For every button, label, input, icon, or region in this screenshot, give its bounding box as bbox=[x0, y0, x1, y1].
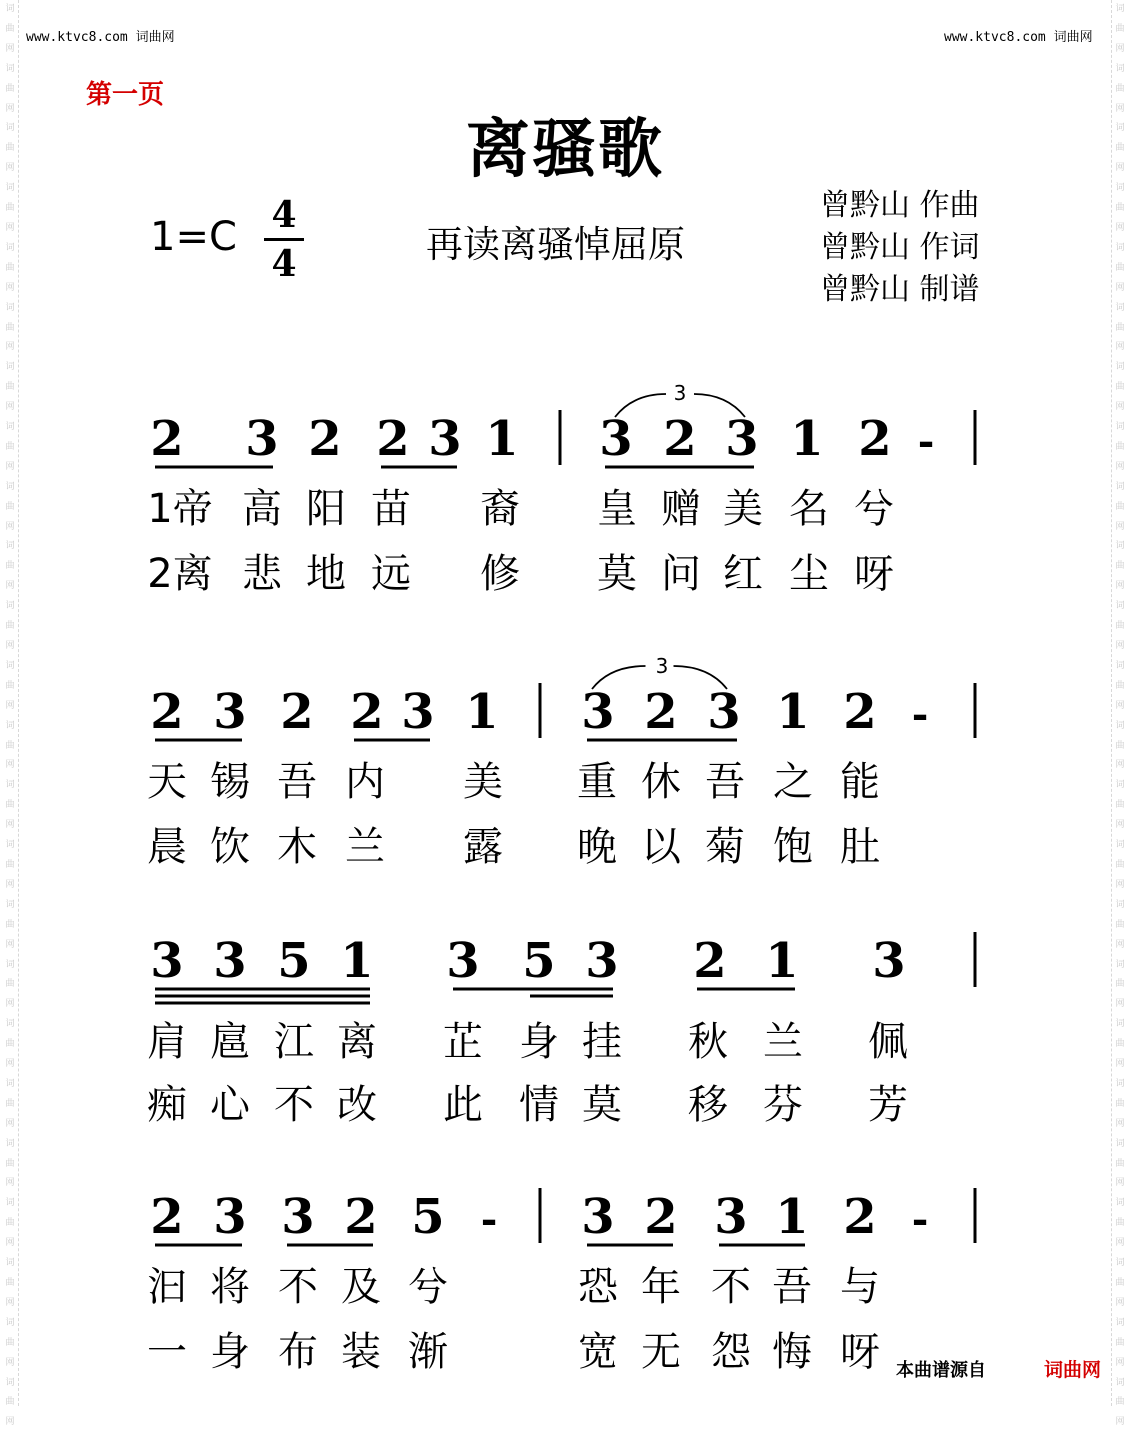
lyric-verse1: 美 bbox=[723, 486, 763, 532]
score-note: 2 bbox=[150, 1189, 184, 1245]
lyric-verse2: 悔 bbox=[772, 1329, 812, 1375]
score-note: 1 bbox=[485, 411, 519, 467]
score-note: 5 bbox=[522, 933, 556, 989]
lyric-verse1: 能 bbox=[840, 759, 880, 805]
lyric-verse1: 高 bbox=[242, 486, 282, 532]
score-note: 3 bbox=[446, 933, 480, 989]
lyric-verse1: 江 bbox=[274, 1019, 314, 1065]
lyric-verse2: 芳 bbox=[868, 1082, 908, 1128]
lyric-verse2: 2离 bbox=[147, 551, 213, 597]
score-note: 3 bbox=[401, 684, 435, 740]
score-dash: - bbox=[480, 1196, 498, 1243]
credit-arranger: 曾黔山 制谱 bbox=[820, 272, 980, 307]
lyric-verse1: 肩 bbox=[147, 1019, 187, 1065]
score-dash: - bbox=[911, 1196, 929, 1243]
lyric-verse1: 天 bbox=[147, 759, 187, 805]
lyric-verse2: 修 bbox=[480, 551, 520, 597]
score-dash: - bbox=[911, 691, 929, 738]
footer-brand: 词曲网 bbox=[1044, 1359, 1102, 1381]
score-note: 3 bbox=[581, 684, 615, 740]
score-note: 3 bbox=[581, 1189, 615, 1245]
time-signature-top: 4 bbox=[271, 194, 297, 236]
lyric-verse2: 兰 bbox=[345, 824, 385, 870]
lyric-verse1: 兮 bbox=[408, 1264, 448, 1310]
lyric-verse1: 赠 bbox=[661, 486, 701, 532]
footer-source-text: 本曲谱源自 bbox=[896, 1360, 986, 1381]
song-subtitle: 再读离骚悼屈原 bbox=[426, 223, 685, 266]
lyric-verse2: 饮 bbox=[210, 824, 250, 870]
lyric-verse2: 一 bbox=[147, 1329, 187, 1375]
score-note: 2 bbox=[350, 684, 384, 740]
score-note: 2 bbox=[644, 684, 678, 740]
song-title: 离骚歌 bbox=[466, 113, 664, 187]
lyric-verse1: 不 bbox=[278, 1264, 318, 1310]
credit-lyricist: 曾黔山 作词 bbox=[820, 230, 980, 265]
score-note: 5 bbox=[411, 1189, 445, 1245]
lyric-verse2: 怨 bbox=[711, 1329, 751, 1375]
score-note: 1 bbox=[340, 933, 374, 989]
lyric-verse2: 呀 bbox=[854, 551, 894, 597]
lyric-verse2: 尘 bbox=[789, 551, 829, 597]
score-note: 2 bbox=[376, 411, 410, 467]
lyric-verse2: 露 bbox=[463, 824, 503, 870]
lyric-verse1: 重 bbox=[577, 759, 617, 805]
lyric-verse2: 晨 bbox=[147, 824, 187, 870]
lyric-verse2: 移 bbox=[688, 1082, 728, 1128]
score-note: 3 bbox=[725, 411, 759, 467]
score-note: 1 bbox=[765, 933, 799, 989]
lyric-verse2: 痴 bbox=[147, 1082, 187, 1128]
lyric-verse1: 汩 bbox=[147, 1264, 187, 1310]
lyric-verse2: 渐 bbox=[408, 1329, 448, 1375]
lyric-verse2: 莫 bbox=[597, 551, 637, 597]
lyric-verse1: 将 bbox=[210, 1264, 250, 1310]
lyric-verse1: 阳 bbox=[306, 486, 346, 532]
score-note: 3 bbox=[213, 684, 247, 740]
lyric-verse1: 名 bbox=[789, 486, 829, 532]
lyric-verse1: 及 bbox=[341, 1264, 381, 1310]
lyric-verse1: 苗 bbox=[371, 486, 411, 532]
score-note: 2 bbox=[843, 1189, 877, 1245]
triplet-number: 3 bbox=[655, 654, 669, 678]
score-note: 1 bbox=[465, 684, 499, 740]
site-url-left: www.ktvc8.com 词曲网 bbox=[26, 30, 175, 45]
lyric-verse1: 锡 bbox=[210, 759, 250, 805]
lyric-verse2: 装 bbox=[341, 1329, 381, 1375]
lyric-verse1: 之 bbox=[773, 759, 813, 805]
lyric-verse2: 地 bbox=[306, 551, 346, 597]
lyric-verse1: 扈 bbox=[210, 1019, 250, 1065]
lyric-verse2: 呀 bbox=[840, 1329, 880, 1375]
lyric-verse1: 吾 bbox=[772, 1264, 812, 1310]
lyric-verse2: 晚 bbox=[577, 824, 617, 870]
score-note: 3 bbox=[707, 684, 741, 740]
score-note: 3 bbox=[428, 411, 462, 467]
score-note: 1 bbox=[776, 684, 810, 740]
lyric-verse2: 红 bbox=[723, 551, 763, 597]
lyric-verse1: 1帝 bbox=[147, 486, 213, 532]
lyric-verse1: 与 bbox=[840, 1264, 880, 1310]
score-note: 3 bbox=[872, 933, 906, 989]
lyric-verse2: 肚 bbox=[840, 824, 880, 870]
score-note: 2 bbox=[308, 411, 342, 467]
lyric-verse1: 秋 bbox=[688, 1019, 728, 1065]
lyric-verse1: 裔 bbox=[480, 486, 520, 532]
right-border-watermark: 词曲网词曲网词曲网词曲网词曲网词曲网词曲网词曲网词曲网词曲网词曲网词曲网词曲网词曲网词曲网词曲网词曲网词曲网词曲网词曲网词曲网词曲网词曲网词曲网 bbox=[1111, 0, 1128, 1406]
lyric-verse1: 恐 bbox=[578, 1264, 618, 1310]
lyric-verse1: 兰 bbox=[763, 1019, 803, 1065]
lyric-verse1: 兮 bbox=[854, 486, 894, 532]
score-note: 3 bbox=[150, 933, 184, 989]
lyric-verse2: 远 bbox=[371, 551, 411, 597]
page-label: 第一页 bbox=[86, 80, 165, 110]
lyric-verse2: 改 bbox=[337, 1082, 377, 1128]
score-note: 3 bbox=[714, 1189, 748, 1245]
lyric-verse1: 吾 bbox=[705, 759, 745, 805]
lyric-verse2: 情 bbox=[519, 1082, 559, 1128]
score-note: 3 bbox=[281, 1189, 315, 1245]
lyric-verse2: 莫 bbox=[582, 1082, 622, 1128]
triplet-number: 3 bbox=[673, 381, 687, 405]
lyric-verse1: 离 bbox=[337, 1019, 377, 1065]
left-border-watermark: 词曲网词曲网词曲网词曲网词曲网词曲网词曲网词曲网词曲网词曲网词曲网词曲网词曲网词曲网词曲网词曲网词曲网词曲网词曲网词曲网词曲网词曲网词曲网词曲网 bbox=[2, 0, 19, 1406]
score-note: 2 bbox=[150, 411, 184, 467]
score-note: 2 bbox=[150, 684, 184, 740]
lyric-verse2: 饱 bbox=[773, 824, 813, 870]
score-note: 2 bbox=[344, 1189, 378, 1245]
lyric-verse2: 木 bbox=[277, 824, 317, 870]
lyric-verse2: 无 bbox=[641, 1329, 681, 1375]
lyric-verse1: 休 bbox=[641, 759, 681, 805]
lyric-verse2: 宽 bbox=[578, 1329, 618, 1375]
lyric-verse2: 悲 bbox=[242, 551, 282, 597]
score-note: 3 bbox=[213, 1189, 247, 1245]
score-note: 2 bbox=[843, 684, 877, 740]
lyric-verse1: 内 bbox=[345, 759, 385, 805]
lyric-verse1: 美 bbox=[463, 759, 503, 805]
score-note: 2 bbox=[663, 411, 697, 467]
lyric-verse2: 此 bbox=[443, 1082, 483, 1128]
lyric-verse2: 芬 bbox=[763, 1082, 803, 1128]
score-note: 2 bbox=[644, 1189, 678, 1245]
lyric-verse1: 佩 bbox=[868, 1019, 908, 1065]
lyric-verse1: 身 bbox=[519, 1019, 559, 1065]
lyric-verse1: 皇 bbox=[597, 486, 637, 532]
lyric-verse2: 心 bbox=[210, 1082, 250, 1128]
lyric-verse2: 身 bbox=[210, 1329, 250, 1375]
lyric-verse2: 布 bbox=[278, 1329, 318, 1375]
score-note: 3 bbox=[245, 411, 279, 467]
lyric-verse2: 菊 bbox=[705, 824, 745, 870]
score-note: 3 bbox=[585, 933, 619, 989]
lyric-verse1: 年 bbox=[641, 1264, 681, 1310]
score-note: 3 bbox=[213, 933, 247, 989]
lyric-verse1: 挂 bbox=[582, 1019, 622, 1065]
key-signature: 1=C bbox=[150, 214, 237, 260]
site-url-right: www.ktvc8.com 词曲网 bbox=[944, 30, 1093, 45]
lyric-verse2: 不 bbox=[274, 1082, 314, 1128]
lyric-verse1: 不 bbox=[711, 1264, 751, 1310]
lyric-verse2: 以 bbox=[641, 824, 681, 870]
time-signature-bottom: 4 bbox=[271, 243, 297, 285]
score-note: 5 bbox=[277, 933, 311, 989]
lyric-verse1: 芷 bbox=[443, 1019, 483, 1065]
score-note: 1 bbox=[790, 411, 824, 467]
score-note: 1 bbox=[775, 1189, 809, 1245]
score-note: 2 bbox=[280, 684, 314, 740]
score-note: 3 bbox=[599, 411, 633, 467]
score-note: 2 bbox=[693, 933, 727, 989]
lyric-verse2: 问 bbox=[661, 551, 701, 597]
score-note: 2 bbox=[858, 411, 892, 467]
credit-composer: 曾黔山 作曲 bbox=[820, 188, 980, 223]
lyric-verse1: 吾 bbox=[277, 759, 317, 805]
score-dash: - bbox=[917, 418, 935, 465]
